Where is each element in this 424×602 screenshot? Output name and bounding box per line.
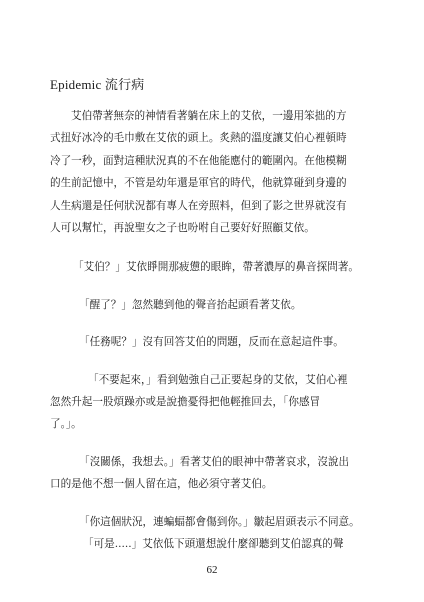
text-line: 口的是他不想一個人留在這，他必須守著艾伯。 <box>50 478 273 491</box>
text-line: 了。」。 <box>50 418 82 431</box>
paragraph <box>50 105 380 239</box>
text-line: 人生病還是任何狀況都有專人在旁照料，但到了影之世界就沒有 <box>50 199 347 212</box>
text-line: 「任務呢？」沒有回答艾伯的問題，反而在意起這件事。 <box>79 336 344 349</box>
paragraph <box>50 369 380 436</box>
text-line: 的生前記憶中，不管是幼年還是軍官的時代，他就算碰到身邊的 <box>50 177 347 190</box>
paragraph <box>50 256 380 278</box>
paragraph <box>50 294 380 316</box>
text-line: 「醒了？」忽然聽到他的聲音抬起頭看著艾依。 <box>79 298 302 311</box>
chapter-heading-chinese: 流行病 <box>104 77 145 92</box>
text-line: 忽然升起一股煩躁亦或是說擔憂得把他輕推回去，「你感冒 <box>50 396 321 409</box>
text-line: 冷了一秒，面對這種狀況真的不在他能應付的範圍內。在他模糊 <box>50 154 347 167</box>
text-line: 「不要起來，」看到勉強自己正要起身的艾依，艾伯心裡 <box>88 373 348 386</box>
body-text <box>50 105 380 556</box>
text-line: 「你這個狀況，連蝙蝠都會傷到你。」皺起眉頭表示不同意。 <box>79 515 360 528</box>
text-line: 人可以幫忙，再說聖女之子也吩咐自己要好好照顧艾依。 <box>50 222 315 235</box>
text-line: 式扭好冰冷的毛巾敷在艾依的頭上。炙熱的溫度讓艾伯心裡頓時 <box>50 132 347 145</box>
text-line: 「艾伯？」艾依睜開那疲憊的眼眸，帶著濃厚的鼻音探問著。 <box>73 261 360 274</box>
text-line: 艾伯帶著無奈的神情看著躺在床上的艾依，一邊用笨拙的方 <box>71 110 347 122</box>
paragraph <box>50 511 380 556</box>
paragraph <box>50 331 380 353</box>
text-line: 「可是.....」艾依低下頭還想說什麼卻聽到艾伯認真的聲 <box>83 538 344 551</box>
chapter-heading-english: Epidemic <box>50 77 102 92</box>
page-number: 62 <box>206 564 218 576</box>
chapter-heading <box>50 74 144 93</box>
text-line: 「沒關係，我想去。」看著艾伯的眼神中帶著哀求，沒說出 <box>79 455 350 468</box>
paragraph <box>50 451 380 496</box>
